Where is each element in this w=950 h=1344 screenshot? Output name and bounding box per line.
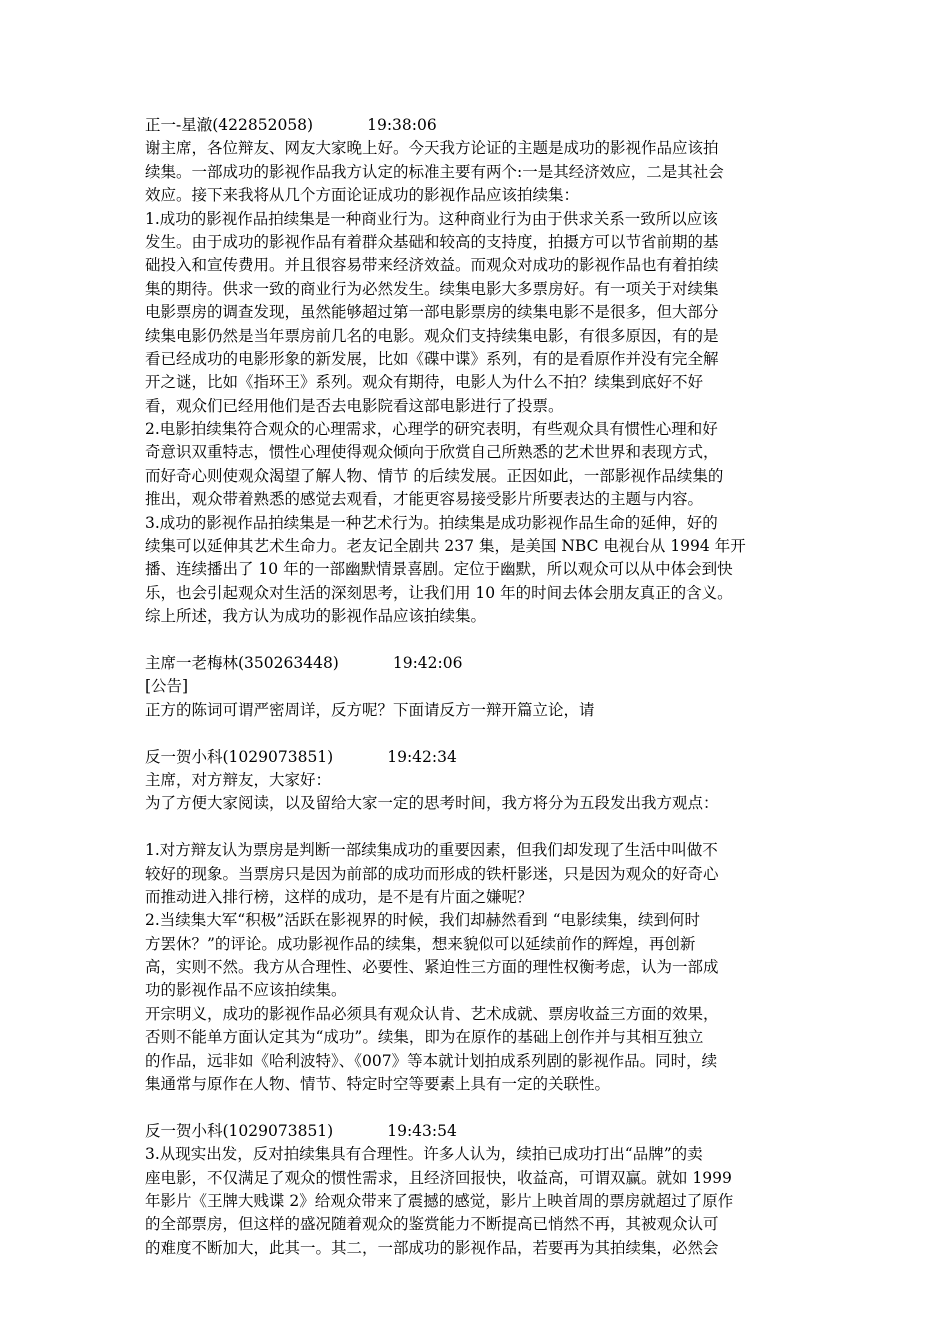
post-text-line: 而推动进入排行榜，这样的成功，是不是有片面之嫌呢？ [145, 887, 533, 906]
post-text-line: 正方的陈词可谓严密周详，反方呢？下面请反方一辩开篇立论，请 [145, 700, 595, 719]
post-text-line: 的全部票房，但这样的盛况随着观众的鉴赏能力不断提高已悄然不再，其被观众认可 [145, 1215, 719, 1234]
post-timestamp: 19:42:34 [387, 747, 457, 766]
post-separator [145, 629, 807, 652]
post-separator [145, 722, 807, 745]
post-timestamp: 19:38:06 [367, 116, 437, 134]
post-text-line: 综上所述，我方认为成功的影视作品应该拍续集。 [145, 607, 487, 626]
post-text-line: 方罢休？”的评论。成功影视作品的续集，想来貌似可以延续前作的辉煌，再创新 [145, 934, 696, 953]
post-text-line: 开宗明义，成功的影视作品必须具有观众认肯、艺术成就、票房收益三方面的效果， [145, 1004, 719, 1023]
post-text-line: 年影片《王牌大贱谍 2》给观众带来了震撼的感觉，影片上映首周的票房就超过了原作 [145, 1191, 734, 1210]
post-author: 反一贺小科(1029073851) [145, 1121, 334, 1140]
post-author: 主席一老梅林(350263448) [145, 653, 339, 672]
post-text-line: 乐，也会引起观众对生活的深刻思考，让我们用 10 年的时间去体会朋友真正的含义。 [145, 583, 733, 602]
post-text-line: 续集电影仍然是当年票房前几名的电影。观众们支持续集电影，有很多原因，有的是 [145, 326, 719, 345]
post-text-line: 集的期待。供求一致的商业行为必然发生。续集电影大多票房好。有一项关于对续集 [145, 279, 719, 298]
post-text-line: 高，实则不然。我方从合理性、必要性、紧迫性三方面的理性权衡考虑，认为一部成 [145, 958, 719, 977]
post-text-line: 电影票房的调查发现，虽然能够超过第一部电影票房的续集电影不是很多，但大部分 [145, 303, 719, 322]
post-text-line: 主席，对方辩友，大家好： [145, 770, 332, 789]
post-text-line: 续集可以延伸其艺术生命力。老友记全剧共 237 集，是美国 NBC 电视台从 1994 年开 [145, 537, 746, 556]
post-separator [145, 1096, 807, 1119]
chat-log [145, 114, 807, 1260]
post-author: 正一-星澈(422852058) [145, 116, 314, 134]
post-text-line: 发生。由于成功的影视作品有着群众基础和较高的支持度，拍摄方可以节省前期的基 [145, 232, 719, 251]
post-text-line: 2.当续集大军“积极”活跃在影视界的时候，我们却赫然看到 “电影续集，续到何时 [145, 911, 700, 930]
post-text-line: 而好奇心则使观众渴望了解人物、情节 的后续发展。正因如此，一部影视作品续集的 [145, 466, 724, 485]
post-text-line: 开之谜，比如《指环王》系列。观众有期待，电影人为什么不拍？续集到底好不好 [145, 373, 704, 392]
post-header [145, 114, 807, 137]
post-text-line: 谢主席，各位辩友、网友大家晚上好。今天我方论证的主题是成功的影视作品应该拍 [145, 139, 719, 158]
post-text-line: 1.成功的影视作品拍续集是一种商业行为。这种商业行为由于供求关系一致所以应该 [145, 209, 718, 228]
post-text-line: 看，观众们已经用他们是否去电影院看这部电影进行了投票。 [145, 396, 564, 415]
post-text-line: 集通常与原作在人物、情节、特定时空等要素上具有一定的关联性。 [145, 1075, 611, 1094]
post-header [145, 652, 807, 675]
post-text-line: 1.对方辩友认为票房是判断一部续集成功的重要因素，但我们却发现了生活中叫做不 [145, 841, 718, 860]
post-header [145, 746, 807, 769]
blank-line [145, 816, 807, 839]
post-text-line: 续集。一部成功的影视作品我方认定的标准主要有两个:一是其经济效应，二是其社会 [145, 162, 724, 181]
post-text-line: 座电影，不仅满足了观众的惯性需求，且经济回报快，收益高，可谓双赢。就如 1999 [145, 1168, 732, 1187]
post-timestamp: 19:42:06 [392, 653, 463, 672]
post-text-line: 看已经成功的电影形象的新发展，比如《碟中谍》系列，有的是看原作并没有完全解 [145, 349, 719, 368]
post-text-line: 2.电影拍续集符合观众的心理需求，心理学的研究表明，有些观众具有惯性心理和好 [145, 420, 718, 439]
post-text-line: [公告] [145, 677, 189, 696]
post-text-line: 播、连续播出了 10 年的一部幽默情景喜剧。定位于幽默，所以观众可以从中体会到快 [145, 560, 733, 579]
post-text-line: 奇意识双重特志，惯性心理使得观众倾向于欣赏自己所熟悉的艺术世界和表现方式， [145, 443, 719, 462]
post-text-line: 否则不能单方面认定其为“成功”。续集，即为在原作的基础上创作并与其相互独立 [145, 1028, 704, 1047]
post-text-line: 的作品，远非如《哈利波特》、《007》等本就计划拍成系列剧的影视作品。同时，续 [145, 1051, 718, 1070]
post-text-line: 效应。接下来我将从几个方面论证成功的影视作品应该拍续集： [145, 186, 580, 205]
post-text-line: 础投入和宣传费用。并且很容易带来经济效益。而观众对成功的影视作品也有着拍续 [145, 256, 719, 275]
post-header [145, 1120, 807, 1143]
post-timestamp: 19:43:54 [387, 1121, 457, 1140]
post-text-line: 较好的现象。当票房只是因为前部的成功而形成的铁杆影迷，只是因为观众的好奇心 [145, 864, 719, 883]
post-text-line: 3.从现实出发，反对拍续集具有合理性。许多人认为，续拍已成功打出“品牌”的卖 [145, 1145, 703, 1164]
post-text-line: 推出，观众带着熟悉的感觉去观看，才能更容易接受影片所要表达的主题与内容。 [145, 490, 704, 509]
post-author: 反一贺小科(1029073851) [145, 747, 334, 766]
post-text-line: 为了方便大家阅读，以及留给大家一定的思考时间，我方将分为五段发出我方观点： [145, 794, 719, 813]
post-text-line: 的难度不断加大，此其一。其二，一部成功的影视作品，若要再为其拍续集，必然会 [145, 1238, 719, 1257]
post-text-line: 功的影视作品不应该拍续集。 [145, 981, 347, 1000]
post-text-line: 3.成功的影视作品拍续集是一种艺术行为。拍续集是成功影视作品生命的延伸，好的 [145, 513, 718, 532]
